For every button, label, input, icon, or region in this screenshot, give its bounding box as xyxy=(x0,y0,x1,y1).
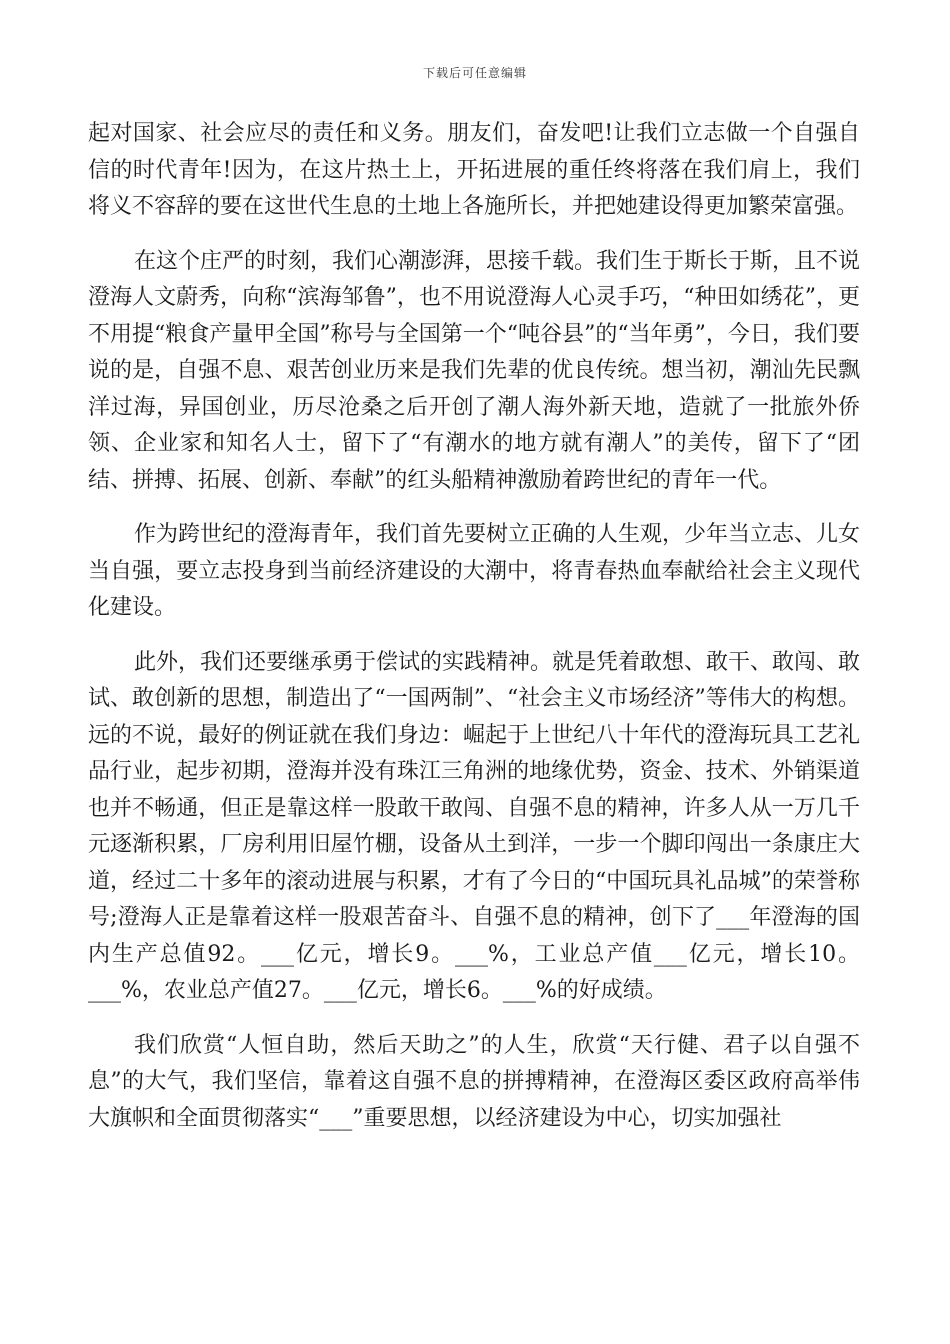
paragraph: 作为跨世纪的澄海青年，我们首先要树立正确的人生观，少年当立志、儿女当自强，要立志投身到当前经济建设的大潮中，将青春热血奉献给社会主义现代化建设。 xyxy=(88,522,861,620)
paragraph: 我们欣赏“人恒自助，然后天助之”的人生，欣赏“天行健、君子以自强不息”的大气，我们坚信，靠着这自强不息的拼搏精神，在澄海区委区政府高举伟大旗帜和全面贯彻落实“___”重要思想，以经济建设为中心，切实加强社 xyxy=(88,1032,860,1131)
page-header: 下载后可任意编辑 xyxy=(422,66,527,80)
document-body xyxy=(88,116,860,1137)
paragraph: 起对国家、社会应尽的责任和义务。朋友们，奋发吧!让我们立志做一个自强自信的时代青年!因为，在这片热土上，开拓进展的重任终将落在我们肩上，我们将义不容辞的要在这世代生息的土地上各施所长，并把她建设得更加繁荣富强。 xyxy=(88,121,860,219)
paragraph: 此外，我们还要继承勇于偿试的实践精神。就是凭着敢想、敢干、敢闯、敢试、敢创新的思想，制造出了“一国两制”、“社会主义市场经济”等伟大的构想。远的不说，最好的例证就在我们身边：崛起于上世纪八十年代的澄海玩具工艺礼品行业，起步初期，澄海并没有珠江三角洲的地缘优势，资金、技术、外销渠道也并不畅通，但正是靠这样一股敢干敢闯、自强不息的精神，许多人从一万几千元逐渐积累，厂房利用旧屋竹棚，设备从土到洋，一步一个脚印闯出一条康庄大道，经过二十多年的滚动进展与积累，才有了今日的“中国玩具礼品城”的荣誉称号;澄海人正是靠着这样一股艰苦奋斗、自强不息的精神，创下了___年澄海的国内生产总值92。___亿元，增长9。___%，工业总产值___亿元，增长10。___%，农业总产值27。___亿元，增长6。___%的好成绩。 xyxy=(88,649,861,1003)
paragraph: 在这个庄严的时刻，我们心潮澎湃，思接千载。我们生于斯长于斯，且不说澄海人文蔚秀，向称“滨海邹鲁”，也不用说澄海人心灵手巧，“种田如绣花”，更不用提“粮食产量甲全国”称号与全国第一个“吨谷县”的“当年勇”，今日，我们要说的是，自强不息、艰苦创业历来是我们先辈的优良传统。想当初，潮汕先民飘洋过海，异国创业，历尽沧桑之后开创了潮人海外新天地，造就了一批旅外侨领、企业家和知名人士，留下了“有潮水的地方就有潮人”的美传，留下了“团结、拼搏、拓展、创新、奉献”的红头船精神激励着跨世纪的青年一代。 xyxy=(88,248,861,493)
